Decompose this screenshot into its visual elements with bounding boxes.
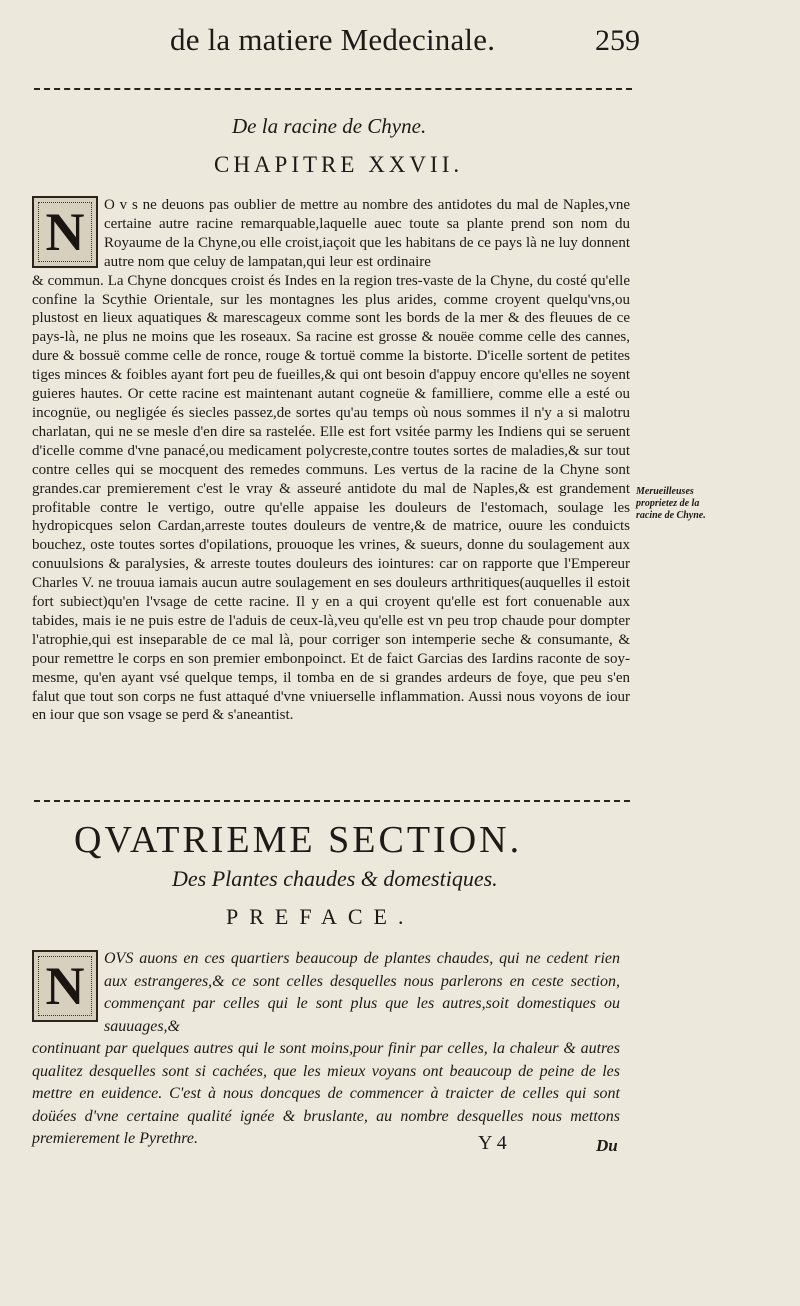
section-subtitle: Des Plantes chaudes & domestiques.	[172, 866, 498, 891]
margin-note: Merueilleuses proprietez de la racine de Chyne.	[636, 486, 706, 521]
preface-title: PREFACE.	[226, 904, 415, 929]
section-rule	[34, 800, 630, 802]
chapter-body	[32, 196, 630, 725]
page-number: 259	[595, 24, 640, 57]
chapter-opening-lines: O v s ne deuons pas oublier de mettre au nombre des antidotes du mal de Naples,vne certaine autre racine remarquable,laquelle auec toute sa plante prend son nom du Royaume de la Chyne,ou elle croist,iaçoit que les habitans de ce pays là ne luy donnent autre nom que celuy de lampatan,qui leur est ordinaire	[104, 197, 630, 270]
signature-mark: Y 4	[478, 1132, 507, 1154]
chapter-text: & commun. La Chyne doncques croist és Indes en la region tres-vaste de la Chyne, du costé qu'elle confine la Scythie Orientale, sur les montagnes les plus arides, comme croyent quelqu'vns,ou plustost en lieux aquatiques & marescageux comme sont les bords de la mer & des fleuues de ce pays-là, ne plus ne moins que les roseaux. Sa racine est grosse & nouëe comme celle des cannes, dure & bossuë comme celle de ronce, rouge & tortuë comme la bistorte. D'icelle sortent de petites tiges minces & foibles ayant fort peu de fueilles,& qui ont besoin d'appuy encore qu'elles ne soyent guieres hautes. Or cette racine est maintenant autant cogneüe & familliere, comme elle a esté ou incognüe, ou negligée és siecles passez,de sortes qu'au temps où nous sommes il n'y a si malotru charlatan, qui ne se mesle d'en dire sa rastelée. Elle est fort vsitée parmy les Indiens qui se seruent d'icelle comme d'vne panacé,ou medicament polycreste,contre toutes sortes de maladies,& sur tout contre celles qui se mocquent des remedes communs. Les vertus de la racine de la Chyne sont grandes.car premierement c'est le vray & asseuré antidote du mal de Naples,& est grandement profitable contre le vertigo, outre qu'elle appaise les douleurs de l'estomach, soulage les hydropicques selon Cardan,arreste toutes douleurs de ventre,& de matrice, ouure les conduicts bouchez, oste toutes sortes d'opilations, prouoque les vrines, & sueurs, donne du soulagement aux conuulsions & paralysies, & arreste toutes douleurs des iointures: car on rapporte que l'Empereur Charles V. ne trouua iamais aucun autre soulagement en ses douleurs arthritiques(auquelles il estoit fort subiect)qu'en l'vsage de cette racine. Il y en a qui croyent qu'elle est fort conuenable aux tabides, mais ie ne puis estre de l'aduis de ceux-là,veu qu'elle est vn peu trop chaude pour dompter l'atrophie,qui est inseparable de ce mal là, pour corriger son intemperie seche & consumante, & pour remettre le corps en son premier embonpoinct. Et de faict Garcias des Iardins raconte de soy-mesme, qu'en ayant vsé quelque temps, il tomba en de si grandes ardeurs de foye, que peu s'en falut que tout son corps ne fust attaqué d'vne vniuerselle inflammation. Aussi nous voyons de iour en iour que son vsage se perd & s'aneantist.	[32, 272, 630, 724]
preface-body	[32, 948, 620, 1151]
initial-letter: N	[45, 202, 85, 262]
preface-initial-letter: N	[45, 956, 85, 1016]
chapter-number: CHAPITRE XXVII.	[214, 152, 464, 177]
header-rule	[34, 88, 632, 90]
preface-opening-lines: OVS auons en ces quartiers beaucoup de plantes chaudes, qui ne cedent rien aux estrangeres,& ce sont celles desquelles nous parlerons en ceste section, commençant par celles qui le sont plus que les autres,soit domestiques ou sauuages,&	[104, 950, 620, 1035]
section-title: QVATRIEME SECTION.	[74, 819, 523, 861]
chapter-heading: De la racine de Chyne.	[232, 114, 427, 138]
catchword: Du	[596, 1136, 618, 1155]
preface-text: continuant par quelques autres qui le sont moins,pour finir par celles, la chaleur & autres qualitez desquelles sont si cachées, que les mieux voyans ont beaucoup de peine de les mettre en euidence. C'est à nous doncques de commencer à traicter de celles qui sont doüées d'vne certaine qualité ignée & bruslante, au nombre desquelles nous mettons premierement le Pyrethre.	[32, 1040, 620, 1147]
running-title: de la matiere Medecinale.	[170, 22, 496, 57]
running-head	[170, 22, 640, 58]
